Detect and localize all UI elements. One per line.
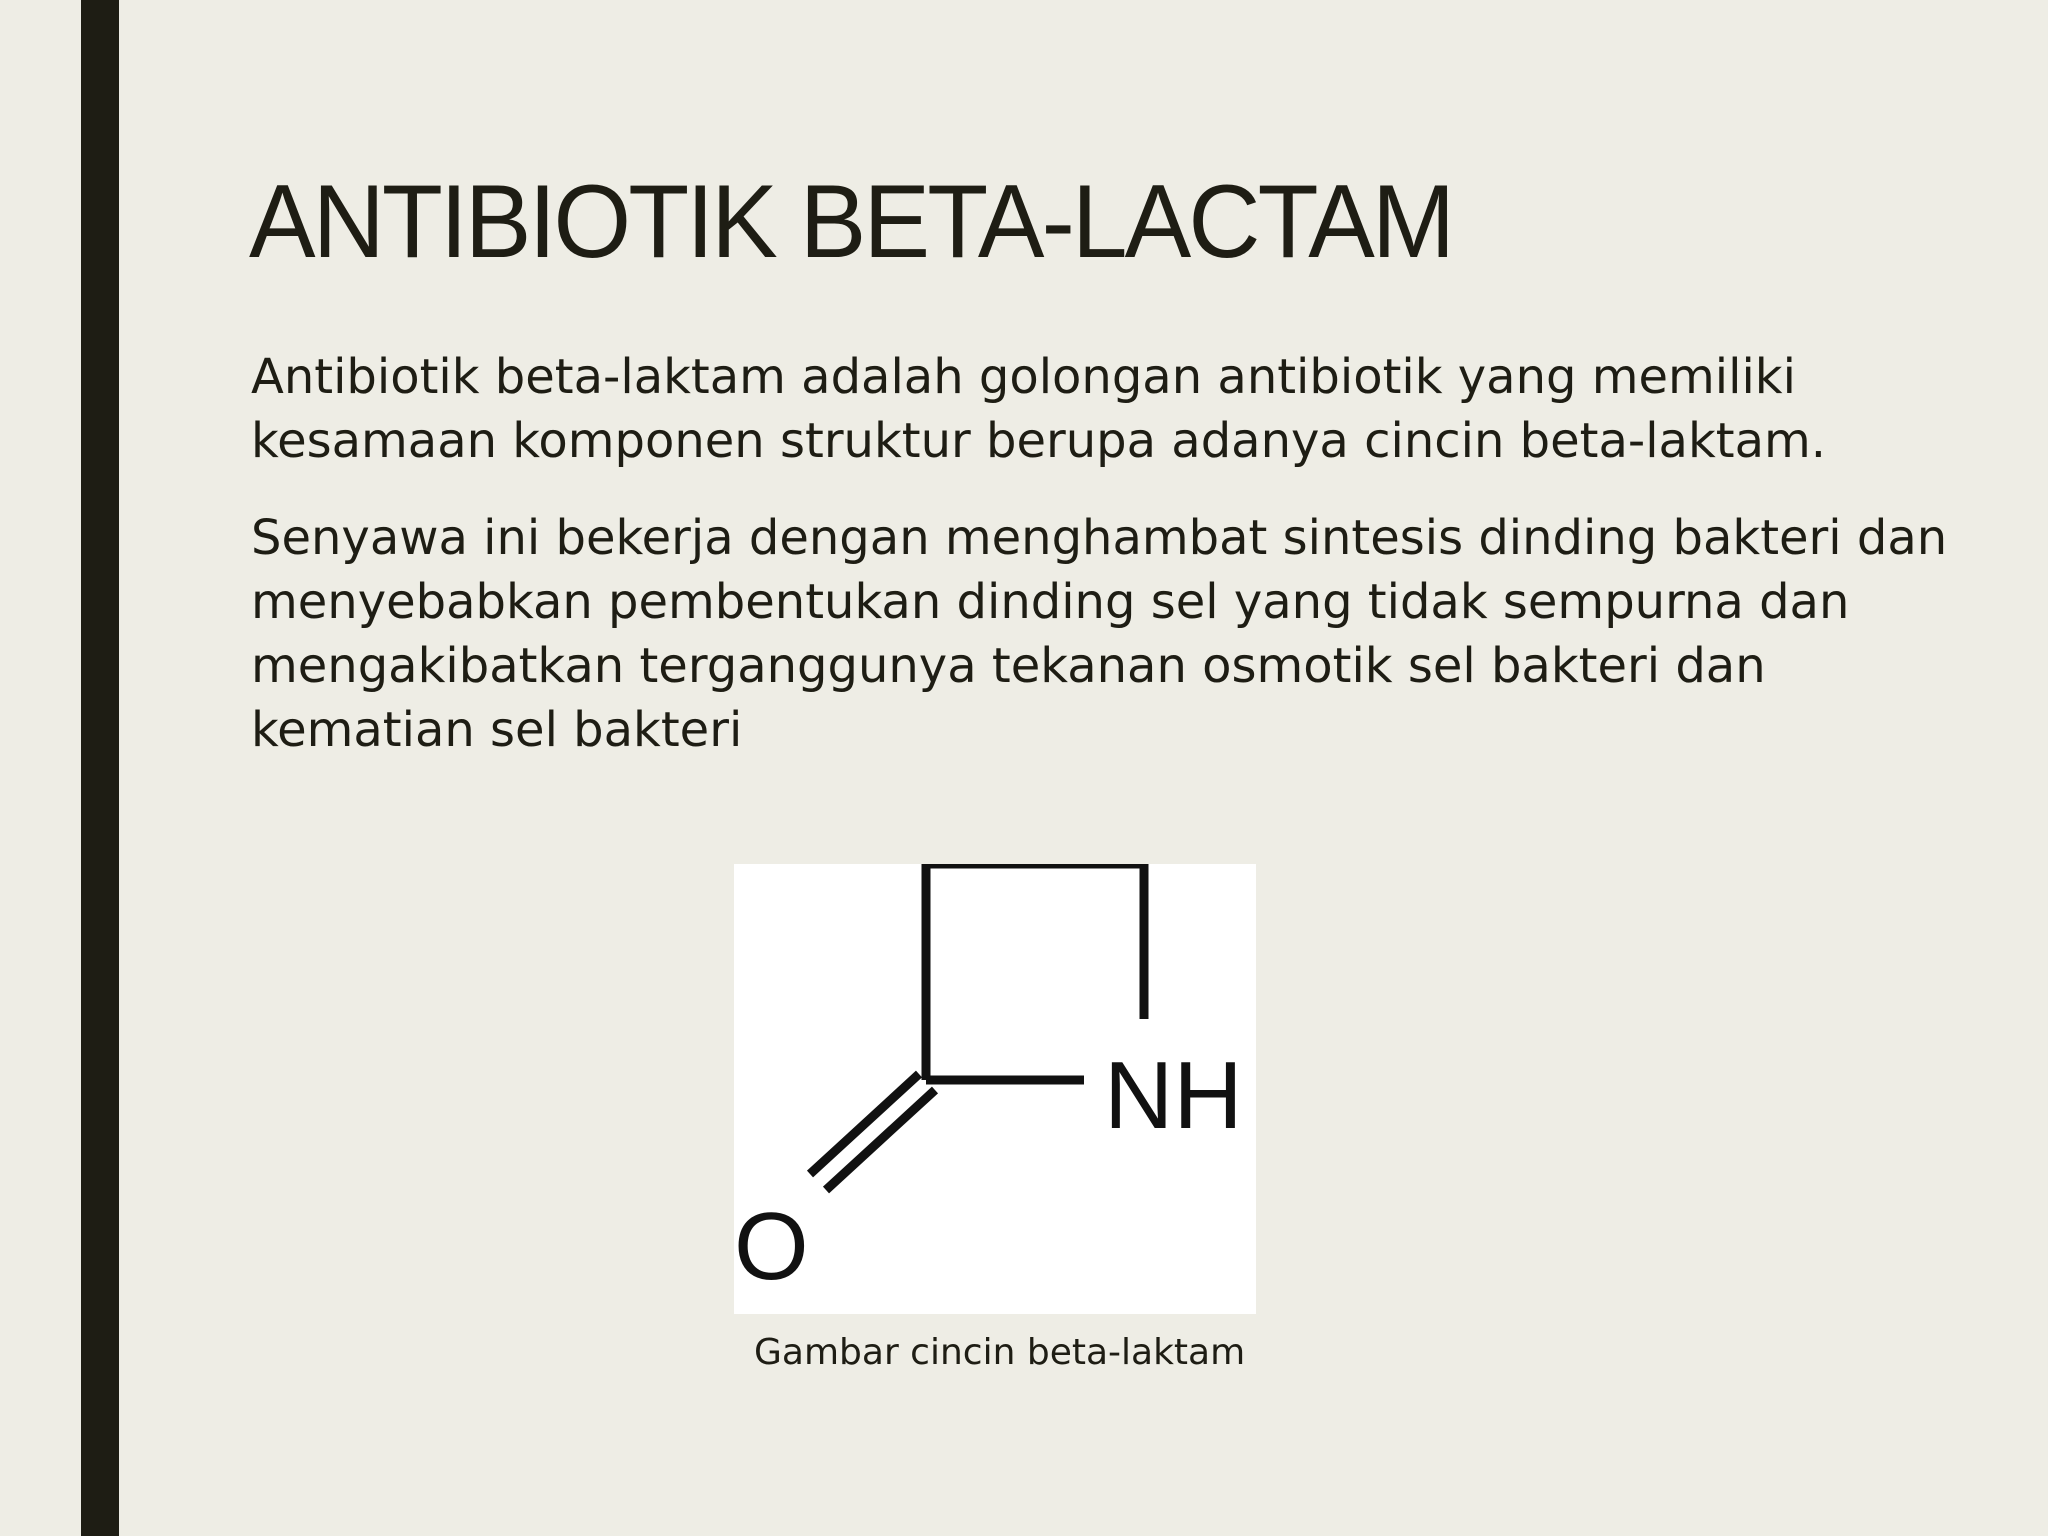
slide-title: ANTIBIOTIK BETA-LACTAM — [249, 164, 1453, 280]
left-accent-bar — [81, 0, 119, 1536]
oxygen-label: O — [734, 1193, 809, 1300]
beta-lactam-ring-figure — [734, 864, 1256, 1314]
nitrogen-label: NH — [1104, 1042, 1243, 1149]
paragraph-definition: Antibiotik beta-laktam adalah golongan antibiotik yang memiliki kesamaan komponen struktur berupa adanya cincin beta-laktam. — [251, 349, 1826, 469]
paragraph-mechanism: Senyawa ini bekerja dengan menghambat sintesis dinding bakteri dan menyebabkan pembentukan dinding sel yang tidak sempurna dan mengakibatkan terganggunya tekanan osmotik sel bakteri dan kematian sel bakteri — [251, 510, 1948, 758]
figure-caption: Gambar cincin beta-laktam — [754, 1332, 1246, 1373]
ring-bond-right — [926, 864, 1144, 1019]
beta-lactam-structure-drawing — [734, 864, 1256, 1314]
